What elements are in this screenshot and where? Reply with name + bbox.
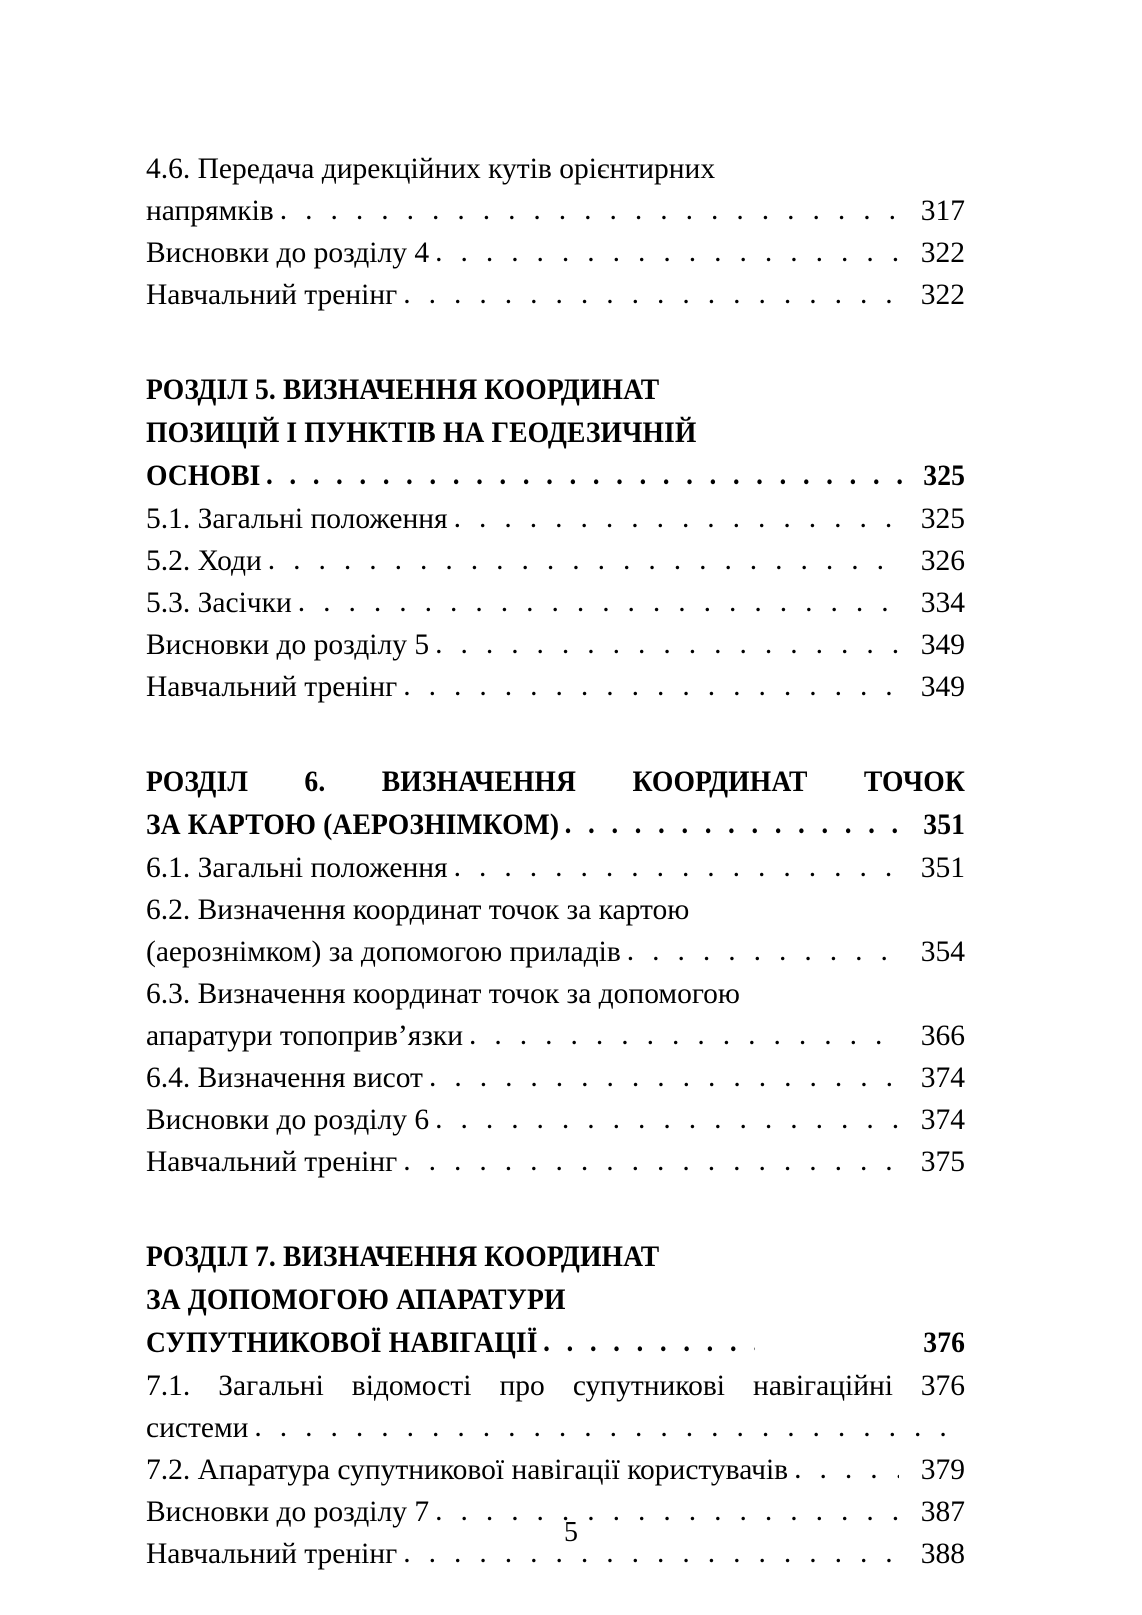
chapter-heading-text: ОСНОВІ (146, 459, 261, 492)
toc-page-number: 374 (920, 1062, 965, 1094)
toc-page-number: 388 (920, 1538, 965, 1570)
toc-page-number: 322 (920, 237, 965, 269)
toc-entry-conclusions-5[interactable] (146, 624, 965, 666)
chapter-heading-text: ЗА КАРТОЮ (АЕРОЗНІМКОМ) (146, 808, 560, 841)
toc-block-chapter-6 (146, 760, 965, 1183)
toc-entry-word: відомості (351, 1370, 472, 1402)
toc-entry-7-2[interactable] (146, 1449, 965, 1491)
folio-page-number: 5 (564, 1517, 578, 1548)
toc-page-number: 375 (920, 1146, 965, 1178)
chapter-7-heading-line-2[interactable] (146, 1278, 965, 1321)
toc-entry-5-1[interactable] (146, 498, 965, 540)
chapter-heading-text: СУПУТНИКОВОЇ НАВІГАЦІЇ (146, 1326, 538, 1359)
toc-entry-6-1[interactable] (146, 847, 965, 889)
toc-entry-label: Навчальний тренінг (146, 1538, 398, 1570)
dot-leader (794, 1448, 899, 1490)
toc-block-chapter-4-tail (146, 148, 965, 316)
toc-entry-label: Навчальний тренінг (146, 279, 398, 311)
chapter-heading-text: ЗА ДОПОМОГОЮ АПАРАТУРИ (146, 1283, 566, 1316)
chapter-heading-text: ПОЗИЦІЙ І ПУНКТІВ НА ГЕОДЕЗИЧНІЙ (146, 416, 697, 449)
toc-page-number: 387 (920, 1496, 965, 1528)
dot-leader (403, 1140, 899, 1182)
chapter-5-heading-line-2[interactable] (146, 411, 965, 454)
toc-entry-6-2-line-2[interactable] (146, 931, 965, 973)
dot-leader (254, 1406, 963, 1448)
block-spacer (146, 1183, 965, 1235)
dot-leader (435, 231, 899, 273)
dot-leader (266, 454, 904, 497)
toc-entry-training-4[interactable] (146, 274, 965, 316)
dot-leader (403, 665, 899, 707)
toc-entry-word: навігаційні (753, 1370, 893, 1402)
chapter-7-heading-line-3[interactable] (146, 1321, 965, 1365)
toc-block-chapter-5 (146, 368, 965, 708)
dot-leader (435, 623, 899, 665)
toc-entry-label: 5.2. Ходи (146, 545, 262, 577)
toc-entry-label: 5.3. Засічки (146, 587, 292, 619)
toc-entry-label: (аерознімком) за допомогою приладів (146, 936, 621, 968)
toc-page-number: 379 (920, 1454, 965, 1486)
chapter-7-heading-line-1[interactable] (146, 1235, 965, 1278)
toc-entry-label: системи (146, 1412, 249, 1444)
block-spacer (146, 316, 965, 368)
toc-entry-7-1-line-1[interactable] (146, 1365, 965, 1407)
toc-page-number: 351 (920, 852, 965, 884)
toc-entry-label: Висновки до розділу 7 (146, 1496, 430, 1528)
chapter-heading-word: РОЗДІЛ (146, 765, 249, 798)
toc-page-number: 374 (920, 1104, 965, 1136)
toc-entry-6-3-line-2[interactable] (146, 1015, 965, 1057)
toc-entry-label: 4.6. Передача дирекційних кутів орієнтирних (146, 153, 716, 185)
chapter-heading-word: 6. (304, 765, 326, 798)
dot-leader (469, 1014, 899, 1056)
toc-entry-label: Висновки до розділу 4 (146, 237, 430, 269)
toc-page-number: 325 (920, 503, 965, 535)
toc-entry-5-2[interactable] (146, 540, 965, 582)
toc-entry-label: 7.2. Апаратура супутникової навігації користувачів (146, 1454, 789, 1486)
chapter-heading-text: РОЗДІЛ 5. ВИЗНАЧЕННЯ КООРДИНАТ (146, 373, 660, 406)
toc-entry-label: 6.4. Визначення висот (146, 1062, 423, 1094)
toc-page-number: 349 (920, 671, 965, 703)
dot-leader (435, 1098, 899, 1140)
toc-page-number: 334 (920, 587, 965, 619)
toc-entry-label: 5.1. Загальні положення (146, 503, 448, 535)
toc-entry-label: Навчальний тренінг (146, 1146, 398, 1178)
chapter-6-heading-line-1[interactable] (146, 760, 965, 803)
dot-leader (429, 1056, 899, 1098)
toc-page-number: 376 (920, 1370, 965, 1402)
chapter-5-heading-line-1[interactable] (146, 368, 965, 411)
toc-entry-word: про (499, 1370, 545, 1402)
chapter-heading-word: ТОЧОК (863, 765, 966, 798)
dot-leader (298, 581, 899, 623)
toc-entry-label: 6.3. Визначення координат точок за допомогою (146, 978, 740, 1010)
dot-leader (280, 189, 899, 231)
toc-entry-conclusions-6[interactable] (146, 1099, 965, 1141)
toc-entry-6-3-line-1[interactable] (146, 973, 965, 1015)
dot-leader (454, 846, 899, 888)
toc-entry-5-3[interactable] (146, 582, 965, 624)
toc-entry-label: 6.1. Загальні положення (146, 852, 448, 884)
toc-page-number: 349 (920, 629, 965, 661)
toc-entry-6-4[interactable] (146, 1057, 965, 1099)
toc-entry-label: Навчальний тренінг (146, 671, 398, 703)
chapter-6-heading-line-2[interactable] (146, 803, 965, 847)
chapter-heading-text: РОЗДІЛ 7. ВИЗНАЧЕННЯ КООРДИНАТ (146, 1240, 660, 1273)
toc-page-number: 366 (920, 1020, 965, 1052)
dot-leader (543, 1321, 755, 1364)
chapter-heading-word: ВИЗНАЧЕННЯ (381, 765, 577, 798)
toc-entry-training-5[interactable] (146, 666, 965, 708)
toc-page-number: 354 (920, 936, 965, 968)
toc-entry-word: 7.1. (146, 1370, 191, 1402)
toc-page-number: 351 (923, 808, 966, 841)
toc-entry-label: напрямків (146, 195, 274, 227)
toc-entry-label: Висновки до розділу 6 (146, 1104, 430, 1136)
toc-entry-label: Висновки до розділу 5 (146, 629, 430, 661)
toc-entry-word: супутникові (572, 1370, 725, 1402)
dot-leader (565, 803, 905, 846)
toc-entry-label (146, 1365, 901, 1407)
toc-entry-label: 6.2. Визначення координат точок за картою (146, 894, 690, 926)
toc-page-number: 317 (920, 195, 965, 227)
toc-entry-4-6-line-2[interactable] (146, 190, 965, 232)
dot-leader (454, 497, 899, 539)
chapter-heading-word: КООРДИНАТ (632, 765, 808, 798)
toc-page-number: 376 (923, 1326, 966, 1359)
dot-leader (403, 273, 899, 315)
toc-entry-word: Загальні (218, 1370, 324, 1402)
chapter-heading-text (146, 760, 965, 803)
toc-entry-7-1-line-2[interactable] (146, 1407, 965, 1449)
toc-entry-4-6-line-1[interactable] (146, 148, 965, 190)
toc-entry-6-2-line-1[interactable] (146, 889, 965, 931)
toc-entry-training-6[interactable] (146, 1141, 965, 1183)
dot-leader (268, 539, 899, 581)
dot-leader (627, 930, 899, 972)
toc-page-number: 322 (920, 279, 965, 311)
toc-entry-conclusions-4[interactable] (146, 232, 965, 274)
toc-entry-label: апаратури топоприв’язки (146, 1020, 464, 1052)
table-of-contents (146, 148, 965, 1575)
toc-page-number: 326 (920, 545, 965, 577)
chapter-5-heading-line-3[interactable] (146, 454, 965, 498)
block-spacer (146, 708, 965, 760)
toc-page-number: 325 (923, 459, 966, 492)
